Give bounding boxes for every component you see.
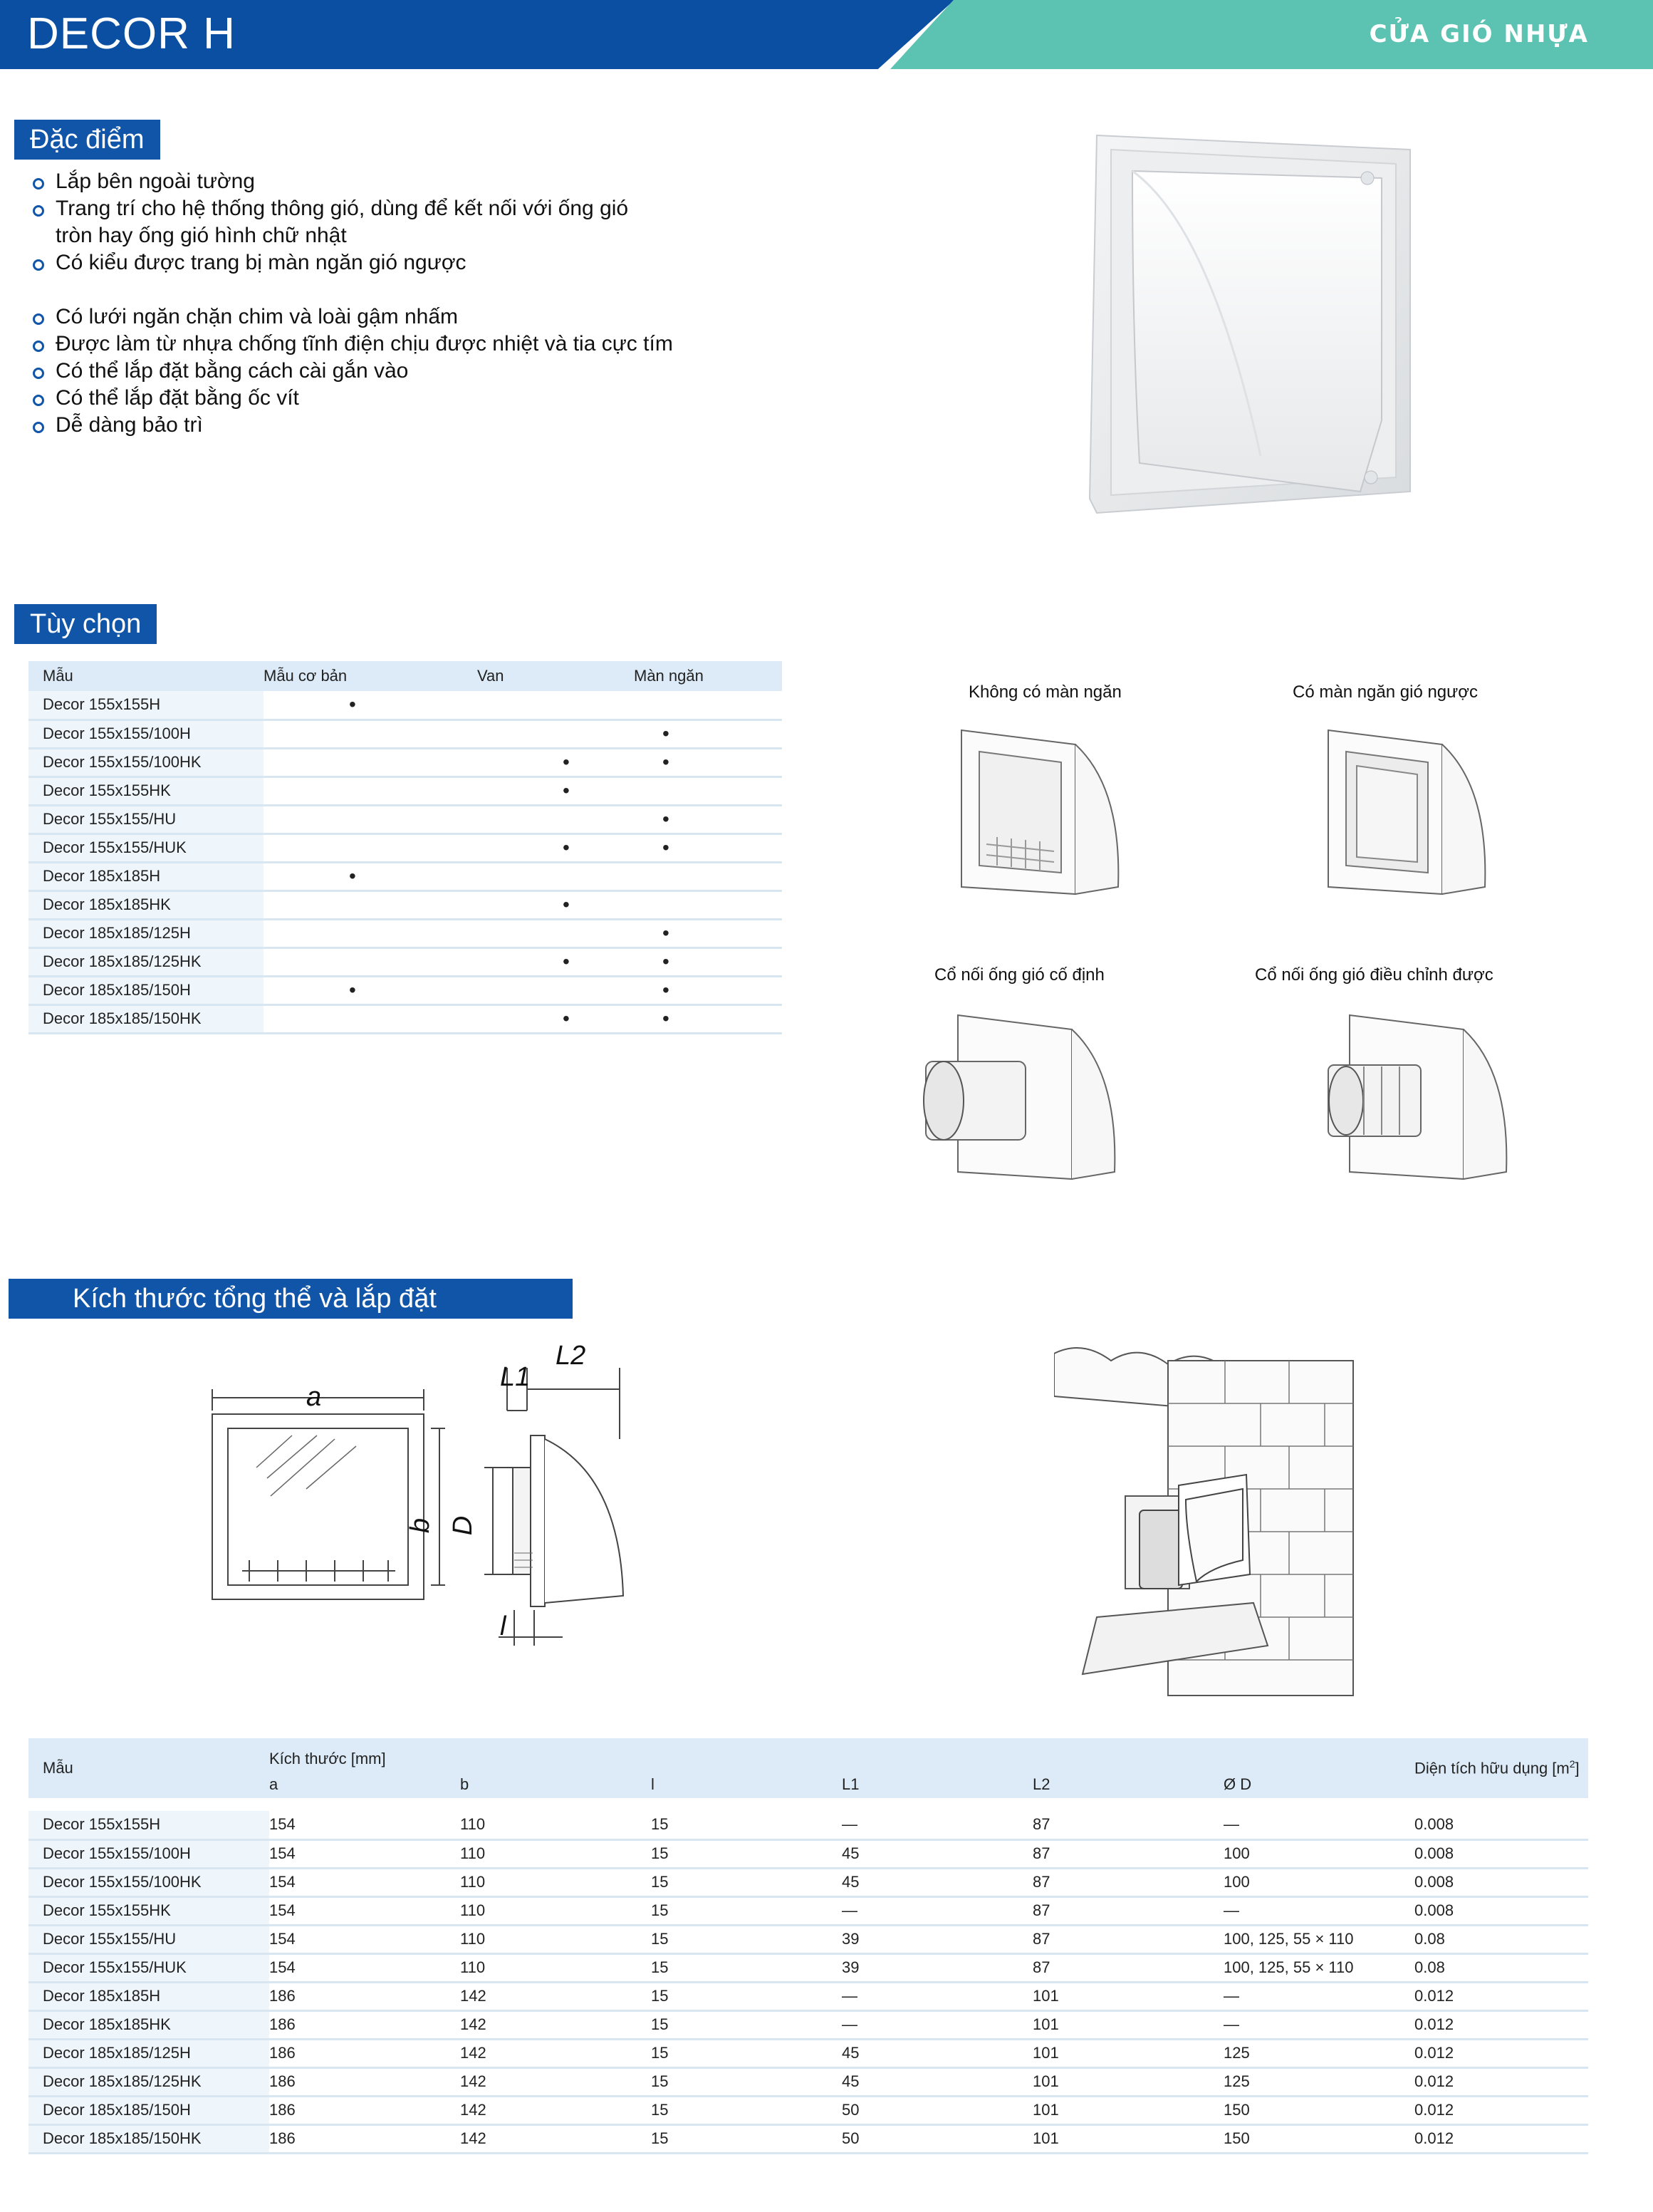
feature-item: Dễ dàng bảo trì <box>28 412 741 439</box>
options-valve-cell: • <box>563 751 570 773</box>
options-row <box>28 976 782 1004</box>
dimension-L1-cell: 45 <box>842 2072 860 2090</box>
dimension-model-cell: Decor 155x155/HUK <box>28 1953 269 1982</box>
dimension-D-cell: 150 <box>1224 2101 1250 2119</box>
options-table <box>28 661 782 1034</box>
dimension-L1-cell: 50 <box>842 2129 860 2147</box>
options-model-cell: Decor 155x155/HU <box>28 805 264 834</box>
dimension-row <box>28 1811 1588 1839</box>
options-model-cell: Decor 155x155/100HK <box>28 748 264 777</box>
dimension-b-cell: 142 <box>460 2072 486 2090</box>
feature-item: Có lưới ngăn chặn chim và loài gậm nhấm <box>28 303 741 331</box>
dimension-area-cell: 0.008 <box>1414 1901 1454 1919</box>
dimension-L1-cell: 45 <box>842 1873 860 1891</box>
section-options-title: Tùy chọn <box>14 604 157 644</box>
dimension-model-cell: Decor 185x185/150H <box>28 2096 269 2124</box>
dimension-L2-cell: 101 <box>1033 2101 1059 2119</box>
bullet-icon <box>33 313 44 325</box>
variant-drawing-backdraft-screen <box>1321 723 1492 901</box>
dimension-label-D: D <box>448 1515 479 1536</box>
dimension-b-cell: 110 <box>460 1930 486 1948</box>
dimension-label-a: a <box>306 1382 322 1412</box>
dimension-L2-cell: 101 <box>1033 1987 1059 2005</box>
dimension-area-cell: 0.012 <box>1414 2129 1454 2147</box>
dimension-row <box>28 2124 1588 2153</box>
dimension-l-cell: 15 <box>651 1844 669 1862</box>
bullet-icon <box>33 178 44 189</box>
header-col-b: b <box>460 1775 469 1793</box>
options-screen-cell: • <box>662 950 669 972</box>
dimension-D-cell: 150 <box>1224 2129 1250 2147</box>
dimension-table <box>28 1738 1588 2154</box>
options-valve-cell <box>477 862 634 890</box>
options-screen-cell: • <box>662 751 669 773</box>
dimension-a-cell: 154 <box>269 1815 296 1834</box>
dimension-area-cell: 0.08 <box>1414 1930 1445 1948</box>
options-basic-cell <box>264 777 477 805</box>
options-basic-cell <box>264 805 477 834</box>
dimension-row <box>28 1953 1588 1982</box>
dimension-L1-cell: — <box>842 1987 857 2005</box>
dimension-model-cell: Decor 155x155/100HK <box>28 1868 269 1896</box>
dimension-L1-cell: — <box>842 1815 857 1834</box>
options-model-cell: Decor 155x155/HUK <box>28 834 264 862</box>
options-valve-cell <box>477 919 634 947</box>
dimension-b-cell: 110 <box>460 1844 486 1862</box>
dimension-b-cell: 142 <box>460 2044 486 2062</box>
dimension-L1-cell: — <box>842 1901 857 1919</box>
dimension-L1-cell: 45 <box>842 1844 860 1862</box>
variant-label-backdraft-screen: Có màn ngăn gió ngược <box>1293 682 1478 702</box>
dimension-L1-cell: 39 <box>842 1930 860 1948</box>
dimension-D-cell: — <box>1224 2015 1239 2033</box>
options-row <box>28 890 782 919</box>
options-valve-cell: • <box>563 836 570 858</box>
options-screen-cell <box>634 862 782 890</box>
side-view-drawing <box>470 1368 648 1653</box>
dimension-L2-cell: 87 <box>1033 1844 1050 1862</box>
dimension-l-cell: 15 <box>651 1815 669 1834</box>
dimension-l-cell: 15 <box>651 2129 669 2147</box>
dimension-l-cell: 15 <box>651 2072 669 2090</box>
options-valve-cell: • <box>563 1007 570 1029</box>
options-row <box>28 919 782 947</box>
options-row <box>28 947 782 976</box>
variant-drawing-adjustable-collar <box>1321 1008 1528 1186</box>
options-row <box>28 777 782 805</box>
dimension-D-cell: — <box>1224 1815 1239 1834</box>
feature-item-continuation: tròn hay ống gió hình chữ nhật <box>56 224 347 247</box>
dimension-row <box>28 1896 1588 1925</box>
dimension-model-cell: Decor 155x155/HU <box>28 1925 269 1953</box>
dimension-L1-cell: — <box>842 2015 857 2033</box>
dimension-area-cell: 0.012 <box>1414 2044 1454 2062</box>
dimension-L1-cell: 50 <box>842 2101 860 2119</box>
product-title: DECOR H <box>27 9 236 58</box>
options-basic-cell: • <box>349 865 356 887</box>
dimension-L2-cell: 87 <box>1033 1873 1050 1891</box>
options-valve-cell: • <box>563 950 570 972</box>
dimension-header-row-1 <box>28 1738 1588 1771</box>
options-valve-cell <box>477 691 634 720</box>
feature-item: Trang trí cho hệ thống thông gió, dùng để kết nối với ống gió <box>28 195 741 222</box>
dimension-area-cell: 0.012 <box>1414 2015 1454 2033</box>
options-screen-cell: • <box>662 979 669 1001</box>
product-photo <box>1026 121 1424 520</box>
dimension-D-cell: 125 <box>1224 2044 1250 2062</box>
options-screen-cell: • <box>662 1007 669 1029</box>
options-basic-cell <box>264 720 477 748</box>
dimension-D-cell: — <box>1224 1987 1239 2005</box>
dimension-row <box>28 1839 1588 1868</box>
options-basic-cell <box>264 834 477 862</box>
dimension-l-cell: 15 <box>651 2044 669 2062</box>
header-valve: Van <box>477 667 504 685</box>
options-basic-cell <box>264 919 477 947</box>
dimension-b-cell: 110 <box>460 1873 486 1891</box>
options-row <box>28 720 782 748</box>
dimension-model-cell: Decor 185x185H <box>28 1982 269 2010</box>
options-row <box>28 748 782 777</box>
header-col-L1: L1 <box>842 1775 860 1793</box>
dimension-a-cell: 154 <box>269 1901 296 1919</box>
installation-sketch <box>1054 1346 1367 1703</box>
header-col-a: a <box>269 1775 278 1793</box>
features-list <box>28 168 741 439</box>
options-screen-cell <box>634 777 782 805</box>
dimension-model-cell: Decor 155x155/100H <box>28 1839 269 1868</box>
dimension-model-cell: Decor 185x185/150HK <box>28 2124 269 2153</box>
feature-item: Lắp bên ngoài tường <box>28 168 741 195</box>
dimension-model-cell: Decor 185x185/125HK <box>28 2067 269 2096</box>
dimension-area-cell: 0.008 <box>1414 1815 1454 1834</box>
options-basic-cell: • <box>349 979 356 1001</box>
dimension-l-cell: 15 <box>651 1958 669 1976</box>
header-col-L2: L2 <box>1033 1775 1050 1793</box>
options-screen-cell <box>634 691 782 720</box>
options-row <box>28 1004 782 1033</box>
dimension-b-cell: 110 <box>460 1901 486 1919</box>
options-model-cell: Decor 185x185/150HK <box>28 1004 264 1033</box>
dimension-a-cell: 154 <box>269 1930 296 1948</box>
variant-drawing-no-screen <box>954 723 1125 901</box>
options-header-row <box>28 661 782 691</box>
options-model-cell: Decor 155x155HK <box>28 777 264 805</box>
dimension-D-cell: 100, 125, 55 × 110 <box>1224 1930 1354 1948</box>
variant-label-fixed-collar: Cổ nối ống gió cố định <box>934 965 1105 985</box>
dimension-row <box>28 1982 1588 2010</box>
dimension-area-cell: 0.012 <box>1414 1987 1454 2005</box>
options-row <box>28 862 782 890</box>
options-model-cell: Decor 155x155/100H <box>28 720 264 748</box>
dimension-L1-cell: 39 <box>842 1958 860 1976</box>
dimension-label-L2: L2 <box>556 1341 586 1371</box>
dimension-a-cell: 186 <box>269 2072 296 2090</box>
options-model-cell: Decor 185x185HK <box>28 890 264 919</box>
dimension-l-cell: 15 <box>651 2015 669 2033</box>
bullet-icon <box>33 205 44 217</box>
options-valve-cell <box>477 805 634 834</box>
feature-item: Có kiểu được trang bị màn ngăn gió ngược <box>28 249 741 276</box>
dimension-model-cell: Decor 155x155H <box>28 1811 269 1839</box>
options-model-cell: Decor 185x185/150H <box>28 976 264 1004</box>
page-header <box>0 0 1653 69</box>
options-valve-cell: • <box>563 779 570 801</box>
dimension-b-cell: 142 <box>460 2015 486 2033</box>
feature-item: Có thể lắp đặt bằng ốc vít <box>28 385 741 412</box>
header-model: Mẫu <box>43 667 73 685</box>
dimension-a-cell: 154 <box>269 1873 296 1891</box>
dimension-label-b: b <box>405 1517 436 1534</box>
options-row <box>28 691 782 720</box>
options-screen-cell <box>634 890 782 919</box>
dimension-area-cell: 0.012 <box>1414 2101 1454 2119</box>
dimension-l-cell: 15 <box>651 1930 669 1948</box>
dimension-L2-cell: 87 <box>1033 1901 1050 1919</box>
dimension-label-L1: L1 <box>500 1362 531 1392</box>
dimension-b-cell: 142 <box>460 2129 486 2147</box>
dimension-model-cell: Decor 185x185/125H <box>28 2039 269 2067</box>
options-valve-cell: • <box>563 893 570 915</box>
dimension-b-cell: 142 <box>460 1987 486 2005</box>
options-model-cell: Decor 185x185/125HK <box>28 947 264 976</box>
dimension-model-cell: Decor 185x185HK <box>28 2010 269 2039</box>
dimension-row <box>28 1868 1588 1896</box>
variant-label-adjustable-collar: Cổ nối ống gió điều chỉnh được <box>1255 965 1493 985</box>
dimension-a-cell: 154 <box>269 1958 296 1976</box>
dimension-area-cell: 0.012 <box>1414 2072 1454 2090</box>
dimension-D-cell: 100, 125, 55 × 110 <box>1224 1958 1354 1976</box>
dimension-D-cell: 125 <box>1224 2072 1250 2090</box>
dimension-area-cell: 0.008 <box>1414 1844 1454 1862</box>
variant-drawing-fixed-collar <box>915 1008 1122 1186</box>
header-basic: Mẫu cơ bản <box>264 667 348 685</box>
options-screen-cell: • <box>662 808 669 830</box>
options-model-cell: Decor 185x185/125H <box>28 919 264 947</box>
dimension-a-cell: 186 <box>269 2044 296 2062</box>
options-valve-cell <box>477 720 634 748</box>
header-size: Kích thước [mm] <box>269 1750 386 1767</box>
options-screen-cell: • <box>662 836 669 858</box>
dimension-D-cell: — <box>1224 1901 1239 1919</box>
dimension-row <box>28 2010 1588 2039</box>
dimension-row <box>28 2096 1588 2124</box>
dimension-a-cell: 186 <box>269 2101 296 2119</box>
dimension-a-cell: 154 <box>269 1844 296 1862</box>
dimension-label-l: l <box>500 1611 506 1641</box>
dimension-D-cell: 100 <box>1224 1873 1250 1891</box>
options-basic-cell: • <box>349 693 356 716</box>
dimension-model-cell: Decor 155x155HK <box>28 1896 269 1925</box>
dimension-area-cell: 0.008 <box>1414 1873 1454 1891</box>
dimension-L2-cell: 101 <box>1033 2129 1059 2147</box>
dimension-b-cell: 110 <box>460 1958 486 1976</box>
section-features-title: Đặc điểm <box>14 120 160 160</box>
section-dimensions-title: Kích thước tổng thể và lắp đặt <box>9 1279 573 1319</box>
dimension-row <box>28 2067 1588 2096</box>
dimension-L1-cell: 45 <box>842 2044 860 2062</box>
bullet-icon <box>33 422 44 433</box>
header-model: Mẫu <box>43 1759 73 1777</box>
options-row <box>28 805 782 834</box>
options-screen-cell: • <box>662 722 669 744</box>
options-valve-cell <box>477 976 634 1004</box>
header-area: Diện tích hữu dụng $[m^2]$ <box>1414 1758 1580 1777</box>
options-basic-cell <box>264 947 477 976</box>
options-screen-cell: • <box>662 922 669 944</box>
bullet-icon <box>33 259 44 271</box>
dimension-L2-cell: 87 <box>1033 1815 1050 1834</box>
dimension-L2-cell: 101 <box>1033 2015 1059 2033</box>
dimension-l-cell: 15 <box>651 1987 669 2005</box>
header-screen: Màn ngăn <box>634 667 704 685</box>
feature-item: Có thể lắp đặt bằng cách cài gắn vào <box>28 358 741 385</box>
header-col-D: Ø D <box>1224 1775 1252 1793</box>
dimension-L2-cell: 87 <box>1033 1930 1050 1948</box>
bullet-icon <box>33 368 44 379</box>
variant-label-no-screen: Không có màn ngăn <box>969 682 1122 702</box>
feature-item: Được làm từ nhựa chống tĩnh điện chịu được nhiệt và tia cực tím <box>28 331 741 358</box>
bullet-icon <box>33 341 44 352</box>
options-basic-cell <box>264 890 477 919</box>
options-row <box>28 834 782 862</box>
dimension-b-cell: 110 <box>460 1815 486 1834</box>
dimension-a-cell: 186 <box>269 1987 296 2005</box>
dimension-l-cell: 15 <box>651 1873 669 1891</box>
bullet-icon <box>33 395 44 406</box>
options-model-cell: Decor 155x155H <box>28 691 264 720</box>
dimension-l-cell: 15 <box>651 1901 669 1919</box>
dimension-D-cell: 100 <box>1224 1844 1250 1862</box>
dimension-a-cell: 186 <box>269 2015 296 2033</box>
product-category: CỬA GIÓ NHỰA <box>1369 20 1589 48</box>
options-model-cell: Decor 185x185H <box>28 862 264 890</box>
dimension-L2-cell: 101 <box>1033 2044 1059 2062</box>
dimension-row <box>28 2039 1588 2067</box>
dimension-a-cell: 186 <box>269 2129 296 2147</box>
front-view-drawing <box>199 1382 463 1610</box>
dimension-b-cell: 142 <box>460 2101 486 2119</box>
options-basic-cell <box>264 748 477 777</box>
header-col-l: l <box>651 1775 655 1793</box>
dimension-L2-cell: 101 <box>1033 2072 1059 2090</box>
dimension-l-cell: 15 <box>651 2101 669 2119</box>
dimension-row <box>28 1925 1588 1953</box>
dimension-L2-cell: 87 <box>1033 1958 1050 1976</box>
options-basic-cell <box>264 1004 477 1033</box>
dimension-area-cell: 0.08 <box>1414 1958 1445 1976</box>
